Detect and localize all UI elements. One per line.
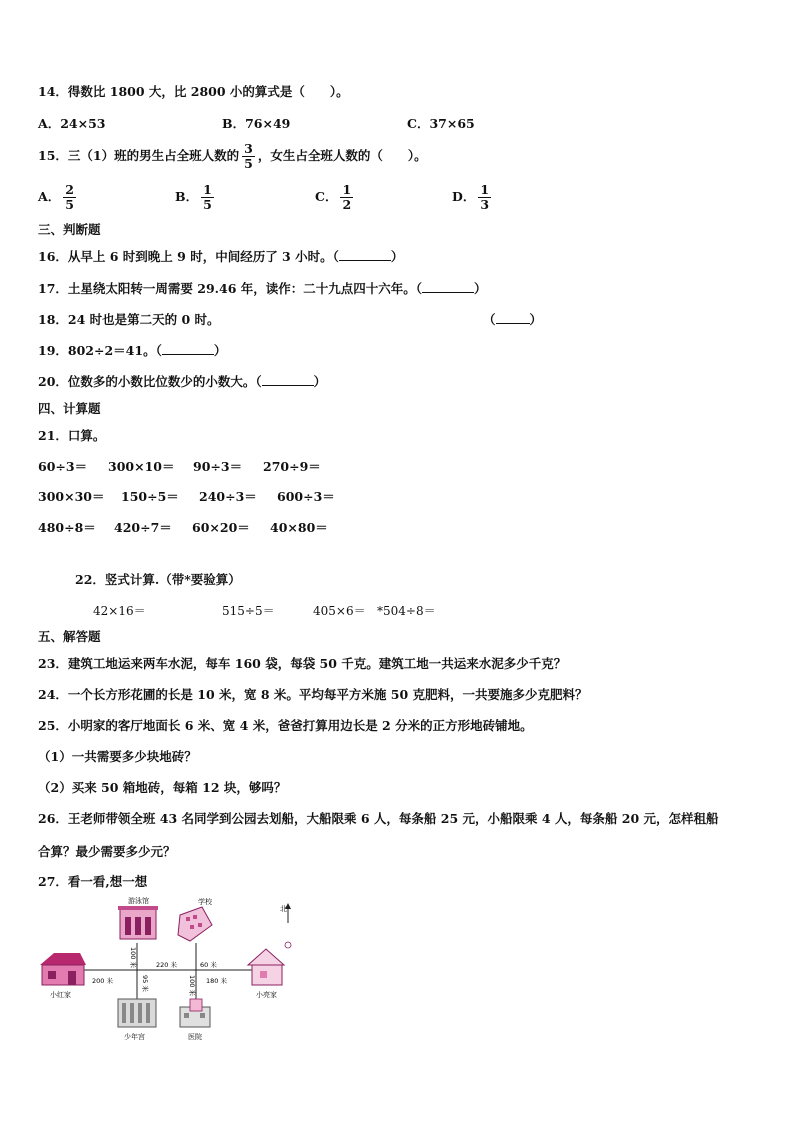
mental-calc: 60÷3＝ (38, 459, 88, 474)
question-26: 26．王老师带领全班 43 名同学到公园去划船，大船限乘 6 人，每条船 25 元，小船限乘 4 人，每条船 20 元，怎样租船 (38, 811, 719, 826)
distance-label: 200 米 (92, 977, 113, 985)
mental-calc: 90÷3＝ (193, 459, 243, 474)
mental-calc: 240÷3＝ (199, 489, 257, 504)
youth-palace-label: 少年宫 (124, 1033, 145, 1041)
question-text-end: ，女生占全班人数的（ ）。 (257, 148, 427, 163)
section-heading: 五、解答题 (38, 629, 101, 644)
fraction: $\frac{3}{5}$ (244, 141, 253, 171)
swimming-pool-label: 游泳馆 (128, 897, 149, 905)
mental-calc: 60×20＝ (192, 520, 250, 535)
answer-blank[interactable] (496, 311, 530, 324)
youth-palace-icon (118, 999, 156, 1027)
vertical-calc: 515÷5＝ (222, 604, 275, 618)
question-27: 27．看一看,想一想 (38, 874, 148, 889)
option-b[interactable]: B． $\frac{1}{5}$ (175, 182, 212, 212)
question-25-sub2: （2）买来 50 箱地砖，每箱 12 块，够吗？ (38, 780, 287, 795)
mental-calc: 40×80＝ (270, 520, 328, 535)
vertical-calc: 405×6＝ (313, 604, 366, 618)
option-a[interactable]: A． $\frac{2}{5}$ (38, 182, 74, 212)
hospital-icon (180, 999, 210, 1027)
distance-label: 60 米 (200, 961, 217, 969)
option-c[interactable]: C． $\frac{1}{2}$ (315, 182, 352, 212)
distance-label: 100 米 (188, 975, 196, 996)
north-label: 北 (280, 905, 287, 913)
distance-label: 220 米 (156, 961, 177, 969)
question-17: 17．土星绕太阳转一周需要 29.46 年，读作：二十九点四十六年。（ ） (38, 281, 487, 296)
question-14 (38, 83, 349, 101)
option-c[interactable]: C．37×65 (407, 116, 475, 131)
section-heading: 三、判断题 (38, 222, 101, 237)
question-26-line2: 合算？最少需要多少元？ (38, 844, 176, 859)
xiaoliang-home-label: 小亮家 (256, 991, 277, 999)
answer-blank[interactable] (339, 248, 391, 261)
mental-calc: 270÷9＝ (263, 459, 321, 474)
house-icon (248, 942, 291, 985)
mental-calc: 480÷8＝ (38, 520, 96, 535)
mental-calc: 300×10＝ (108, 459, 175, 474)
distance-label: 100 米 (129, 947, 137, 968)
school-icon (178, 907, 212, 941)
distance-label: 180 米 (206, 977, 227, 985)
xiaohong-home-label: 小红家 (50, 991, 71, 999)
question-18-answer: （ ） (483, 312, 543, 327)
question-22: 22．竖式计算.（带*要验算） (75, 572, 241, 587)
vertical-calc: 42×16＝ (93, 604, 146, 618)
option-d[interactable]: D． $\frac{1}{3}$ (452, 182, 490, 212)
option-b[interactable]: B．76×49 (222, 116, 291, 131)
mental-calc: 300×30＝ (38, 489, 105, 504)
answer-blank[interactable] (422, 280, 474, 293)
distance-label: 95 米 (141, 975, 149, 992)
mental-calc: 150÷5＝ (121, 489, 179, 504)
school-label: 学校 (198, 898, 212, 906)
vertical-calc: *504÷8＝ (377, 604, 436, 618)
location-map (30, 895, 330, 1045)
swimming-pool-icon (118, 906, 158, 939)
question-text: 得数比 1800 大，比 2800 小的算式是（ ）。 (67, 84, 349, 99)
section-heading: 四、计算题 (38, 401, 101, 416)
question-15 (38, 142, 427, 171)
answer-blank[interactable] (162, 342, 214, 355)
question-text: 三（1）班的男生占全班人数的 (67, 148, 240, 163)
question-18: 18．24 时也是第二天的 0 时。 (38, 312, 220, 327)
question-number: 15． (38, 148, 68, 163)
question-number: 14． (38, 84, 68, 99)
question-20: 20．位数多的小数比位数少的小数大。（ ） (38, 374, 327, 389)
answer-blank[interactable] (262, 373, 314, 386)
question-24: 24．一个长方形花圃的长是 10 米，宽 8 米。平均每平方米施 50 克肥料，一共要施多少克肥料？ (38, 687, 588, 702)
hospital-label: 医院 (188, 1033, 202, 1041)
mental-calc: 420÷7＝ (114, 520, 172, 535)
option-a[interactable]: A．24×53 (38, 116, 106, 131)
question-25: 25．小明家的客厅地面长 6 米、宽 4 米，爸爸打算用边长是 2 分米的正方形地砖铺地。 (38, 718, 533, 733)
question-25-sub1: （1）一共需要多少块地砖？ (38, 749, 197, 764)
question-21: 21．口算。 (38, 428, 106, 443)
question-19: 19．802÷2＝41。（ ） (38, 343, 227, 358)
question-16: 16．从早上 6 时到晚上 9 时，中间经历了 3 小时。（ ） (38, 249, 404, 264)
house-icon (40, 953, 86, 985)
mental-calc: 600÷3＝ (277, 489, 335, 504)
question-23: 23．建筑工地运来两车水泥，每车 160 袋，每袋 50 千克。建筑工地一共运来水泥多少千克？ (38, 656, 567, 671)
